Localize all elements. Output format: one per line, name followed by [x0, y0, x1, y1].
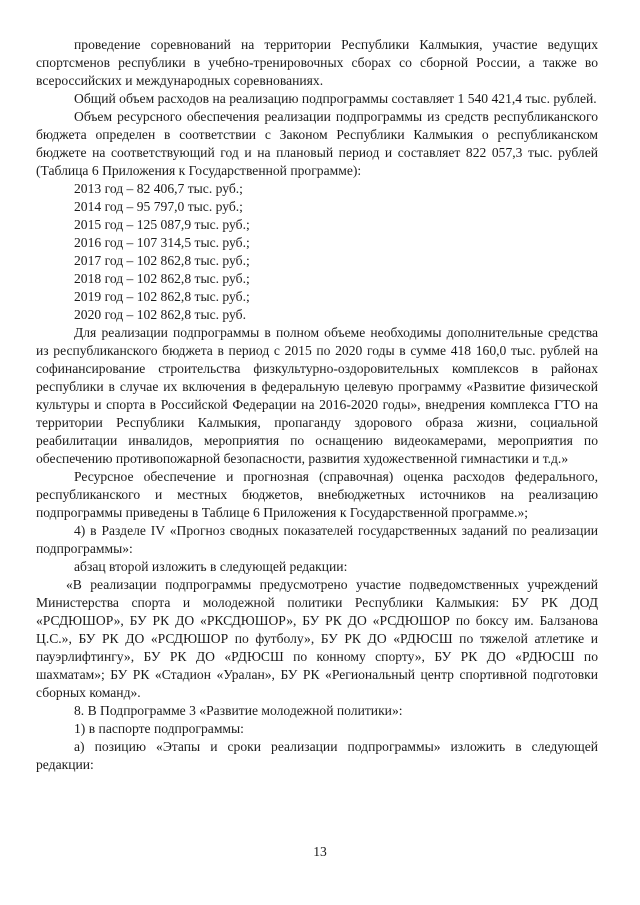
paragraph-section-iv: 4) в Разделе IV «Прогноз сводных показателей государственных заданий по реализации подпрограммы»: [36, 523, 598, 556]
paragraph-subprogram-3: 8. В Подпрограмме 3 «Развитие молодежной политики»: [74, 703, 403, 718]
paragraph-passport: 1) в паспорте подпрограммы: [74, 721, 244, 736]
page-number: 13 [313, 844, 327, 859]
funding-year-item: 2015 год – 125 087,9 тыс. руб.; [74, 217, 250, 232]
paragraph-total-expenses: Общий объем расходов на реализацию подпрограммы составляет 1 540 421,4 тыс. рублей. [74, 91, 597, 106]
funding-year-item: 2014 год – 95 797,0 тыс. руб.; [74, 199, 243, 214]
funding-year-item: 2016 год – 107 314,5 тыс. руб.; [74, 235, 250, 250]
document-body [36, 36, 598, 774]
paragraph-competitions: проведение соревнований на территории Республики Калмыкия, участие ведущих спортсменов республики в учебно-тренировочных сборах со сборной России, а также во всероссийских и международных соревнованиях. [36, 37, 598, 88]
paragraph-second-abzac: абзац второй изложить в следующей редакции: [74, 559, 348, 574]
paragraph-additional-funds: Для реализации подпрограммы в полном объеме необходимы дополнительные средства из республиканского бюджета в период с 2015 по 2020 годы в сумме 418 160,0 тыс. рублей на софинансирование строительства физкультурно-оздоровительных комплексов в районах республики в случае их включения в федеральную целевую программу «Развитие физической культуры и спорта в Российской Федерации на 2016-2020 годы», внедрения комплекса ГТО на территории Республики Калмыкия, пропаганду здорового образа жизни, социальной реабилитации инвалидов, мероприятия по оснащению видеокамерами, мероприятия по обеспечению противопожарной безопасности, развития художественной гимнастики и т.д.» [36, 325, 598, 466]
paragraph-subordinate-institutions: «В реализации подпрограммы предусмотрено участие подведомственных учреждений Министерства спорта и молодежной политики Республики Калмыкия: БУ РК ДОД «РСДЮШОР», БУ РК ДО «РКСДЮШОР», БУ РК ДО «РСДЮШОР по боксу им. Балзанова Ц.С.», БУ РК ДО «РСДЮШОР по футболу», БУ РК ДО «РДЮСШ по тяжелой атлетике и пауэрлифтингу», БУ РК ДО «РДЮСШ по конному спорту», БУ РК ДО «РДЮСШ по шахматам»; БУ РК «Стадион «Уралан», БУ РК «Региональный центр спортивной подготовки сборных команд». [36, 577, 598, 700]
funding-year-item: 2018 год – 102 862,8 тыс. руб.; [74, 271, 250, 286]
funding-year-item: 2017 год – 102 862,8 тыс. руб.; [74, 253, 250, 268]
paragraph-resource-provision: Ресурсное обеспечение и прогнозная (справочная) оценка расходов федерального, республиканского и местных бюджетов, внебюджетных источников на реализацию подпрограммы приведены в Таблице 6 Приложения к Государственной программе.»; [36, 469, 598, 520]
funding-by-year-list [36, 180, 598, 324]
funding-year-item: 2020 год – 102 862,8 тыс. руб. [74, 307, 246, 322]
funding-year-item: 2019 год – 102 862,8 тыс. руб.; [74, 289, 250, 304]
paragraph-resource-volume: Объем ресурсного обеспечения реализации подпрограммы из средств республиканского бюджета определен в соответствии с Законом Республики Калмыкия о республиканском бюджете на соответствующий год и на плановый период и составляет 822 057,3 тыс. рублей (Таблица 6 Приложения к Государственной программе): [36, 109, 598, 178]
funding-year-item: 2013 год – 82 406,7 тыс. руб.; [74, 181, 243, 196]
paragraph-stages-position: а) позицию «Этапы и сроки реализации подпрограммы» изложить в следующей редакции: [36, 739, 598, 772]
